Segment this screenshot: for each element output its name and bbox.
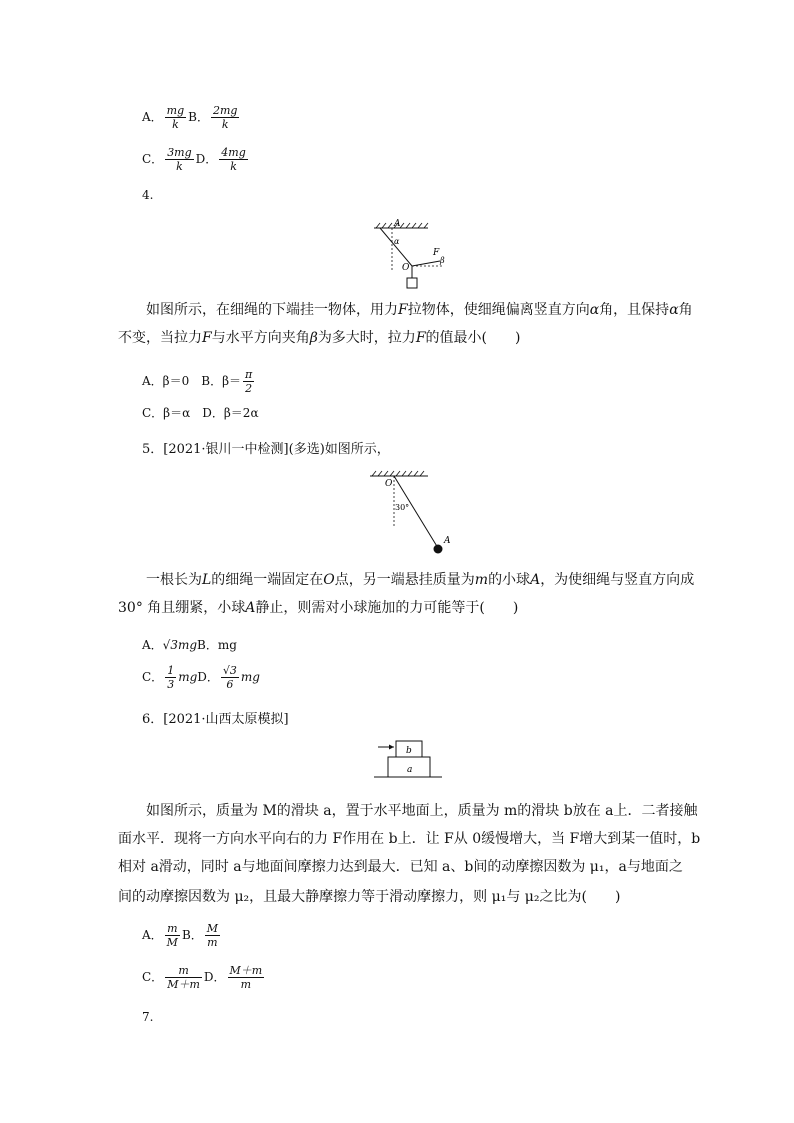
q6-option-b-fraction: $\frac{M}{m}$ <box>206 922 219 949</box>
q4-option-b-fraction: $\frac{\pi}{2}$ <box>245 368 253 395</box>
q4-option-b-label: B．β＝ <box>201 374 242 388</box>
q6-option-b-label: B． <box>181 928 203 942</box>
q5-question-text: 一根长为L的细绳一端固定在O点，另一端悬挂质量为m的小球A，为使细绳与竖直方向成 30° 角且绷紧，小球A静止，则需对小球施加的力可能等于( ) <box>118 572 695 616</box>
q6-text-line-2: 面水平．现将一方向水平向右的力 F作用在 b上．让 F从 0缓慢增大，当 F增大到某一值时，b <box>118 831 701 847</box>
q6-options-cd <box>142 964 266 991</box>
q5-option-d-fraction: $\frac{√3}{6}$ <box>222 664 237 691</box>
q3-option-a-label: A． <box>142 110 163 124</box>
q3-option-b-label: B． <box>188 110 209 124</box>
q6-option-c-label: C． <box>142 970 164 984</box>
q5-option-a-value: √3mg <box>162 638 198 652</box>
q5-option-c-label: C． <box>142 670 164 684</box>
q6-header: 6．[2021·山西太原模拟] <box>142 712 289 727</box>
q4-option-c: C．β＝α <box>142 406 191 420</box>
q6-options-ab <box>142 922 222 949</box>
q3-option-b-fraction: $\frac{2mg}{k}$ <box>212 104 238 131</box>
q4-options-ab <box>142 368 256 395</box>
q5-option-d-label: D． <box>197 670 219 684</box>
q6-diagram-label-a: a <box>407 765 413 775</box>
q6-diagram-label-b: b <box>406 746 412 756</box>
q5-option-a-label: A． <box>142 638 163 652</box>
q5-options-cd: C． $\frac{1}{3}$ mgD． $\frac{√3}{6}$ mg <box>142 664 260 691</box>
q5-header: 5．[2021·银川一中检测](多选)如图所示， <box>142 442 390 457</box>
q3-options-ab <box>142 104 241 131</box>
q7-number: 7. <box>142 1010 154 1024</box>
q3-option-c-label: C． <box>142 152 164 166</box>
q6-option-d-label: D． <box>203 970 226 984</box>
q4-option-d: D．β＝2α <box>202 406 259 420</box>
q5-pendulum-diagram <box>360 468 460 560</box>
q3-option-d-label: D． <box>195 152 218 166</box>
q6-option-a-fraction: $\frac{m}{M}$ <box>166 922 178 949</box>
q4-diagram-label-a: A <box>394 219 401 229</box>
q4-question-text: 如图所示，在细绳的下端挂一物体，用力F拉物体，使细绳偏离竖直方向α角，且保持α角不变，当拉力F与水平方向夹角β为多大时，拉力F的值最小( ) <box>118 302 693 346</box>
q6-text-line-3: 相对 a滑动，同时 a与地面间摩擦力达到最大．已知 a、b间的动摩擦因数为 μ₁，a与地面之 <box>118 859 683 875</box>
q5-diagram-label-a: A <box>444 536 451 546</box>
q5-diagram-label-angle: 30° <box>395 503 410 512</box>
q6-option-a-label: A． <box>142 928 163 942</box>
q5-diagram-label-o: O <box>385 479 393 489</box>
q3-option-a-fraction: $\frac{mg}{k}$ <box>166 104 185 131</box>
q4-option-a: A．β＝0 <box>142 374 190 388</box>
q4-diagram-label-f: F <box>433 248 440 258</box>
q5-options-ab <box>142 636 237 653</box>
q5-option-c-fraction: $\frac{1}{3}$ <box>167 664 175 691</box>
q6-text-line-4: 间的动摩擦因数为 μ₂，且最大静摩擦力等于滑动摩擦力，则 μ₁与 μ₂之比为( ) <box>118 889 621 905</box>
q4-rope-diagram <box>370 218 460 290</box>
q4-options-cd <box>142 404 259 421</box>
q6-blocks-diagram <box>370 738 442 784</box>
q6-option-d-fraction: $\frac{M+m}{m}$ <box>229 964 263 991</box>
q5-option-b: B．mg <box>197 638 237 652</box>
q3-option-c-fraction: $\frac{3mg}{k}$ <box>167 146 192 173</box>
q6-option-c-fraction: $\frac{m}{M+m}$ <box>167 964 200 991</box>
q3-options-cd <box>142 146 250 173</box>
q4-diagram-label-alpha: α <box>394 237 400 246</box>
q4-number: 4. <box>142 188 154 202</box>
q4-diagram-label-o: O <box>402 263 410 273</box>
q6-text-line-1: 如图所示，质量为 M的滑块 a，置于水平地面上，质量为 m的滑块 b放在 a上．二者接触 <box>146 803 698 819</box>
q4-diagram-label-beta: β <box>440 256 445 265</box>
q3-option-d-fraction: $\frac{4mg}{k}$ <box>221 146 246 173</box>
